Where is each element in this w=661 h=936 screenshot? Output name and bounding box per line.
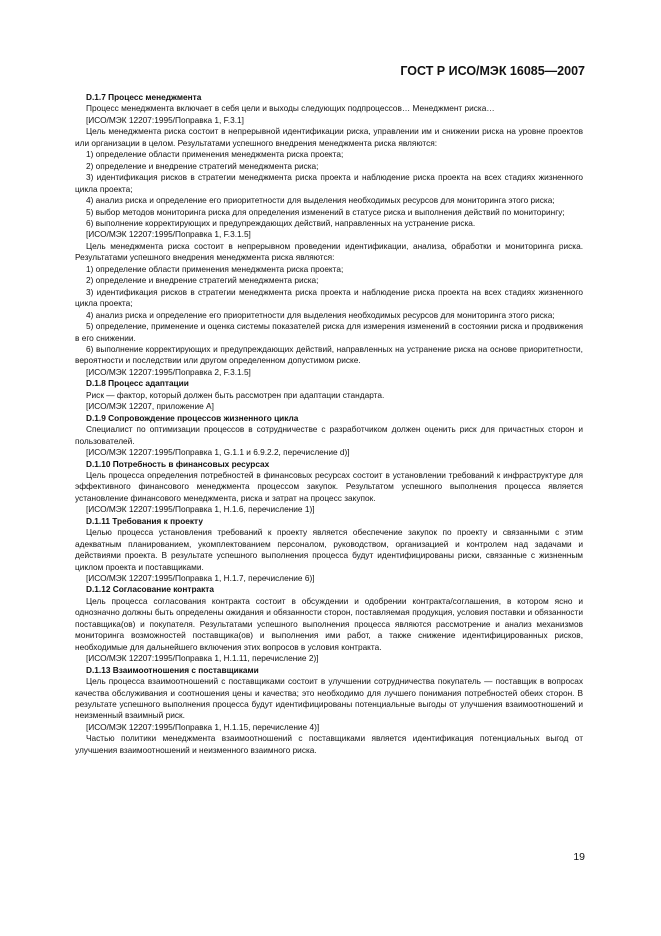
document-header: ГОСТ Р ИСО/МЭК 16085—2007	[400, 64, 585, 78]
paragraph: Цель менеджмента риска состоит в непрерывной идентификации риска, управлении им и снижении риска на уровне проектов или организации в целом. Результатами успешного внедрения менеджмента риска являются:	[75, 126, 583, 148]
paragraph: 4) анализ риска и определение его приоритетности для выделения необходимых ресурсов для мониторинга этого риска;	[86, 309, 555, 320]
reference-citation: [ИСО/МЭК 12207, приложение А]	[86, 401, 214, 412]
paragraph: 5) выбор методов мониторинга риска для определения изменений в статусе риска и выполнения действий по мониторингу;	[86, 206, 565, 217]
reference-citation: [ИСО/МЭК 12207:1995/Поправка 1, Н.1.6, перечисление 1)]	[86, 504, 315, 515]
paragraph: Цель процесса согласования контракта состоит в обсуждении и одобрении контракта/соглашения, в котором ясно и однозначно должны быть определены ожидания и обязанности сторон, поставляемая продукция, условия поставки и обязанности поставщика(ов) и покупателя. Результатами успешного выполнения процесса являются рассмотрение и анализ механизмов мониторинга возможностей поставщика(ов) и выполнения ими работ, а также снижение идентифицированных рисков, необходимые для дальнейшего включения этих вопросов в условия контракта.	[75, 595, 583, 652]
section-heading: D.1.8 Процесс адаптации	[86, 378, 189, 389]
section-heading: D.1.11 Требования к проекту	[86, 515, 203, 526]
section-heading: D.1.7 Процесс менеджмента	[86, 92, 202, 102]
paragraph: Риск — фактор, который должен быть рассмотрен при адаптации стандарта.	[86, 389, 385, 400]
paragraph: Цель процесса взаимоотношений с поставщиками состоит в улучшении сотрудничества покупатель — поставщик в вопросах качества обслуживания и соотношения цены и качества; это необходимо для лучшего понимания потребностей обеих сторон. В результате успешного выполнения процесса будут идентифицированы потенциальные выгоды от улучшения взаимоотношений и неизменный взаимный риск.	[75, 676, 583, 721]
reference-citation: [ИСО/МЭК 12207:1995/Поправка 1, Н.1.11, перечисление 2)]	[86, 653, 319, 664]
paragraph: 1) определение области применения менеджмента риска проекта;	[86, 149, 344, 160]
reference-citation: [ИСО/МЭК 12207:1995/Поправка 1, G.1.1 и 6.9.2.2, перечисление d)]	[86, 447, 350, 458]
paragraph: 2) определение и внедрение стратегий менеджмента риска;	[86, 275, 319, 286]
section-heading: D.1.9 Сопровождение процессов жизненного цикла	[86, 412, 299, 423]
paragraph: 3) идентификация рисков в стратегии менеджмента риска проекта и наблюдение риска проекта на всех стадиях жизненного цикла проекта;	[75, 172, 583, 194]
page-number: 19	[573, 851, 585, 863]
paragraph: Специалист по оптимизации процессов в сотрудничестве с разработчиком должен оценить риск для причастных сторон и пользователей.	[75, 424, 583, 446]
paragraph: 1) определение области применения менеджмента риска проекта;	[86, 263, 344, 274]
reference-citation: [ИСО/МЭК 12207:1995/Поправка 1, F.3.1.5]	[86, 229, 251, 240]
reference-citation: [ИСО/МЭК 12207:1995/Поправка 1, F.3.1]	[86, 114, 244, 125]
paragraph: Целью процесса установления требований к проекту является обеспечение закупок по проекту и связанными с этим адекватным планированием, укомплектованием персоналом, руководством, организацией и контролем над задачами и действиями проекта. В результате успешного выполнения процесса будут идентифицированы риски, связанные с жизненным циклом проекта и поставщиками.	[75, 527, 583, 572]
section-heading: D.1.13 Взаимоотношения с поставщиками	[86, 664, 259, 675]
paragraph: Цель процесса определения потребностей в финансовых ресурсах состоит в установлении требований к инфраструктуре для эффективного финансового менеджмента процессом закупок. Результатом успешного выполнения процесса является установление финансового менеджмента, риска и затрат на процесс закупок.	[75, 469, 583, 503]
paragraph: 6) выполнение корректирующих и предупреждающих действий, направленных на устранение риска.	[86, 217, 476, 228]
reference-citation: [ИСО/МЭК 12207:1995/Поправка 1, Н.1.7, перечисление 6)]	[86, 573, 315, 584]
section-heading: D.1.12 Согласование контракта	[86, 584, 214, 595]
paragraph: 5) определение, применение и оценка системы показателей риска для измерения изменений в состоянии риска и продвижения в его снижении.	[75, 321, 583, 343]
paragraph: Процесс менеджмента включает в себя цели и выходы следующих подпроцессов… Менеджмент риска…	[86, 103, 495, 114]
section-heading: D.1.10 Потребность в финансовых ресурсах	[86, 458, 270, 469]
paragraph: Цель менеджмента риска состоит в непрерывном проведении идентификации, анализа, обработки и мониторинга риска. Результатами успешного внедрения менеджмента риска являются:	[75, 240, 583, 263]
paragraph: Частью политики менеджмента взаимоотношений с поставщиками является идентификация потенциальных выгод от улучшения взаимоотношений и неизменного взаимного риска.	[75, 733, 583, 755]
paragraph: 4) анализ риска и определение его приоритетности для выделения необходимых ресурсов для мониторинга этого риска;	[86, 195, 555, 206]
paragraph: 6) выполнение корректирующих и предупреждающих действий, направленных на устранение риска на основе приоритетности, вероятности и последствии или другом определенном допустимом риске.	[75, 343, 583, 366]
reference-citation: [ИСО/МЭК 12207:1995/Поправка 2, F.3.1.5]	[86, 366, 251, 377]
paragraph: 3) идентификация рисков в стратегии менеджмента риска проекта и наблюдение риска проекта на всех стадиях жизненного цикла проекта;	[75, 286, 583, 309]
paragraph: 2) определение и внедрение стратегий менеджмента риска;	[86, 160, 319, 171]
document-body	[75, 92, 583, 756]
reference-citation: [ИСО/МЭК 12207:1995/Поправка 1, Н.1.15, перечисление 4)]	[86, 721, 320, 732]
